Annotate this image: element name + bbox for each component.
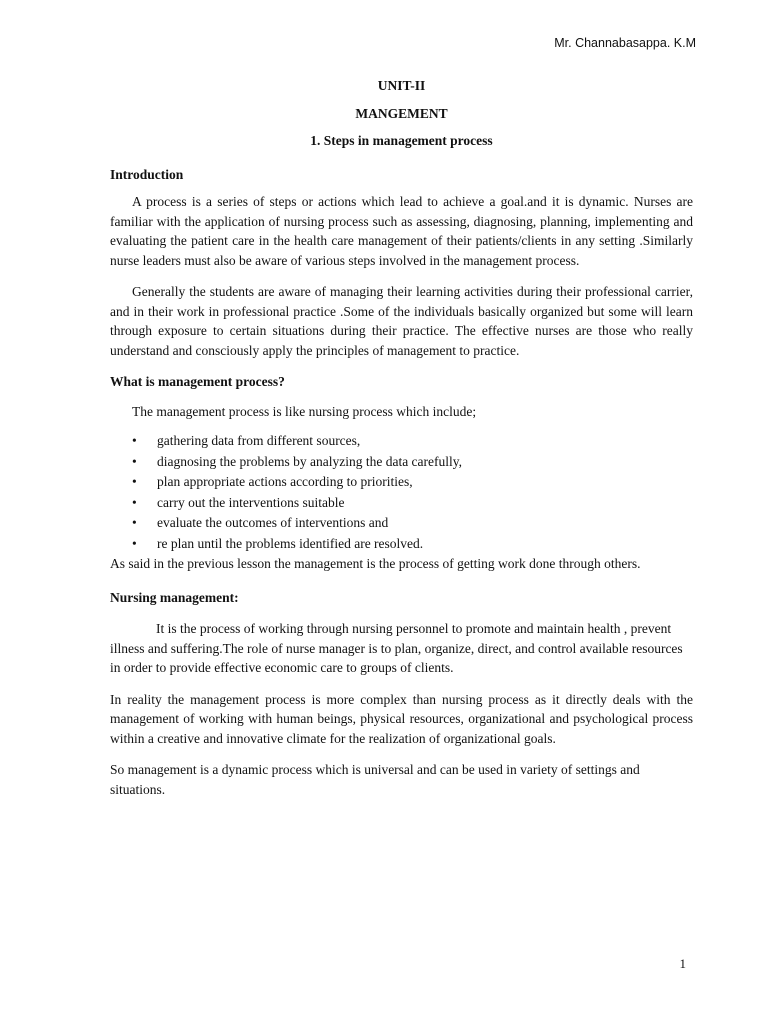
- list-item-text: plan appropriate actions according to priorities,: [157, 474, 413, 489]
- list-item-text: gathering data from different sources,: [157, 433, 361, 448]
- bullet-icon: •: [132, 515, 137, 530]
- list-item: [110, 431, 693, 451]
- list-item: [110, 493, 693, 513]
- list-item: [110, 452, 693, 472]
- what-is-heading: What is management process?: [110, 374, 285, 389]
- list-item: [110, 534, 693, 554]
- list-item-text: evaluate the outcomes of interventions and: [157, 515, 389, 530]
- bullet-icon: •: [132, 453, 137, 469]
- bullet-icon: •: [132, 535, 137, 551]
- nursing-management-paragraph-2: In reality the management process is more complex than nursing process as it directly deals with the management of working with human beings, physical resources, organizational and psychological process within a creative and innovative climate for the realization of organizational goals.: [110, 691, 693, 746]
- introduction-paragraph-2: Generally the students are aware of managing their learning activities during their professional carrier, and in their work in professional practice .Some of the individuals basically organized but some will learn through exposure to certain situations during their practice. The effective nurses are those who really understand and consciously apply the principles of management to practice.: [110, 284, 693, 358]
- main-heading: MANGEMENT: [355, 105, 448, 121]
- introduction-heading: Introduction: [110, 166, 184, 182]
- management-steps-list: [110, 431, 693, 553]
- list-item-text: re plan until the problems identified are resolved.: [157, 535, 424, 551]
- list-item-text: carry out the interventions suitable: [157, 494, 345, 510]
- page-number: 1: [679, 956, 686, 971]
- page-content: [110, 76, 693, 811]
- list-item-text: diagnosing the problems by analyzing the data carefully,: [157, 453, 463, 469]
- header-author: Mr. Channabasappa. K.M: [554, 36, 696, 50]
- bullet-icon: •: [132, 433, 137, 448]
- what-is-intro: The management process is like nursing process which include;: [132, 403, 477, 419]
- introduction-paragraph-1: A process is a series of steps or actions which lead to achieve a goal.and it is dynamic. Nurses are familiar with the application of nursing process such as assessing, diagnosing, planning, implementing and evaluating the patient care in the health care management of their patients/clients in any setting .Similarly nurse leaders must also be aware of various steps involved in the management process.: [110, 194, 693, 268]
- nursing-management-paragraph-3: So management is a dynamic process which is universal and can be used in variety of settings and situations.: [110, 762, 640, 797]
- nursing-management-paragraph-1: It is the process of working through nursing personnel to promote and maintain health , prevent illness and suffering.The role of nurse manager is to plan, organize, direct, and control available resources in order to provide effective economic care to groups of clients.: [110, 621, 683, 675]
- bullet-icon: •: [132, 494, 137, 510]
- title-block: [110, 76, 693, 123]
- list-item: [110, 472, 693, 492]
- unit-title: UNIT-II: [377, 78, 426, 93]
- section-subtitle: 1. Steps in management process: [310, 133, 493, 148]
- what-is-after-paragraph: As said in the previous lesson the management is the process of getting work done through others.: [110, 556, 641, 571]
- list-item: [110, 513, 693, 533]
- nursing-management-heading: Nursing management:: [110, 589, 239, 605]
- bullet-icon: •: [132, 474, 137, 489]
